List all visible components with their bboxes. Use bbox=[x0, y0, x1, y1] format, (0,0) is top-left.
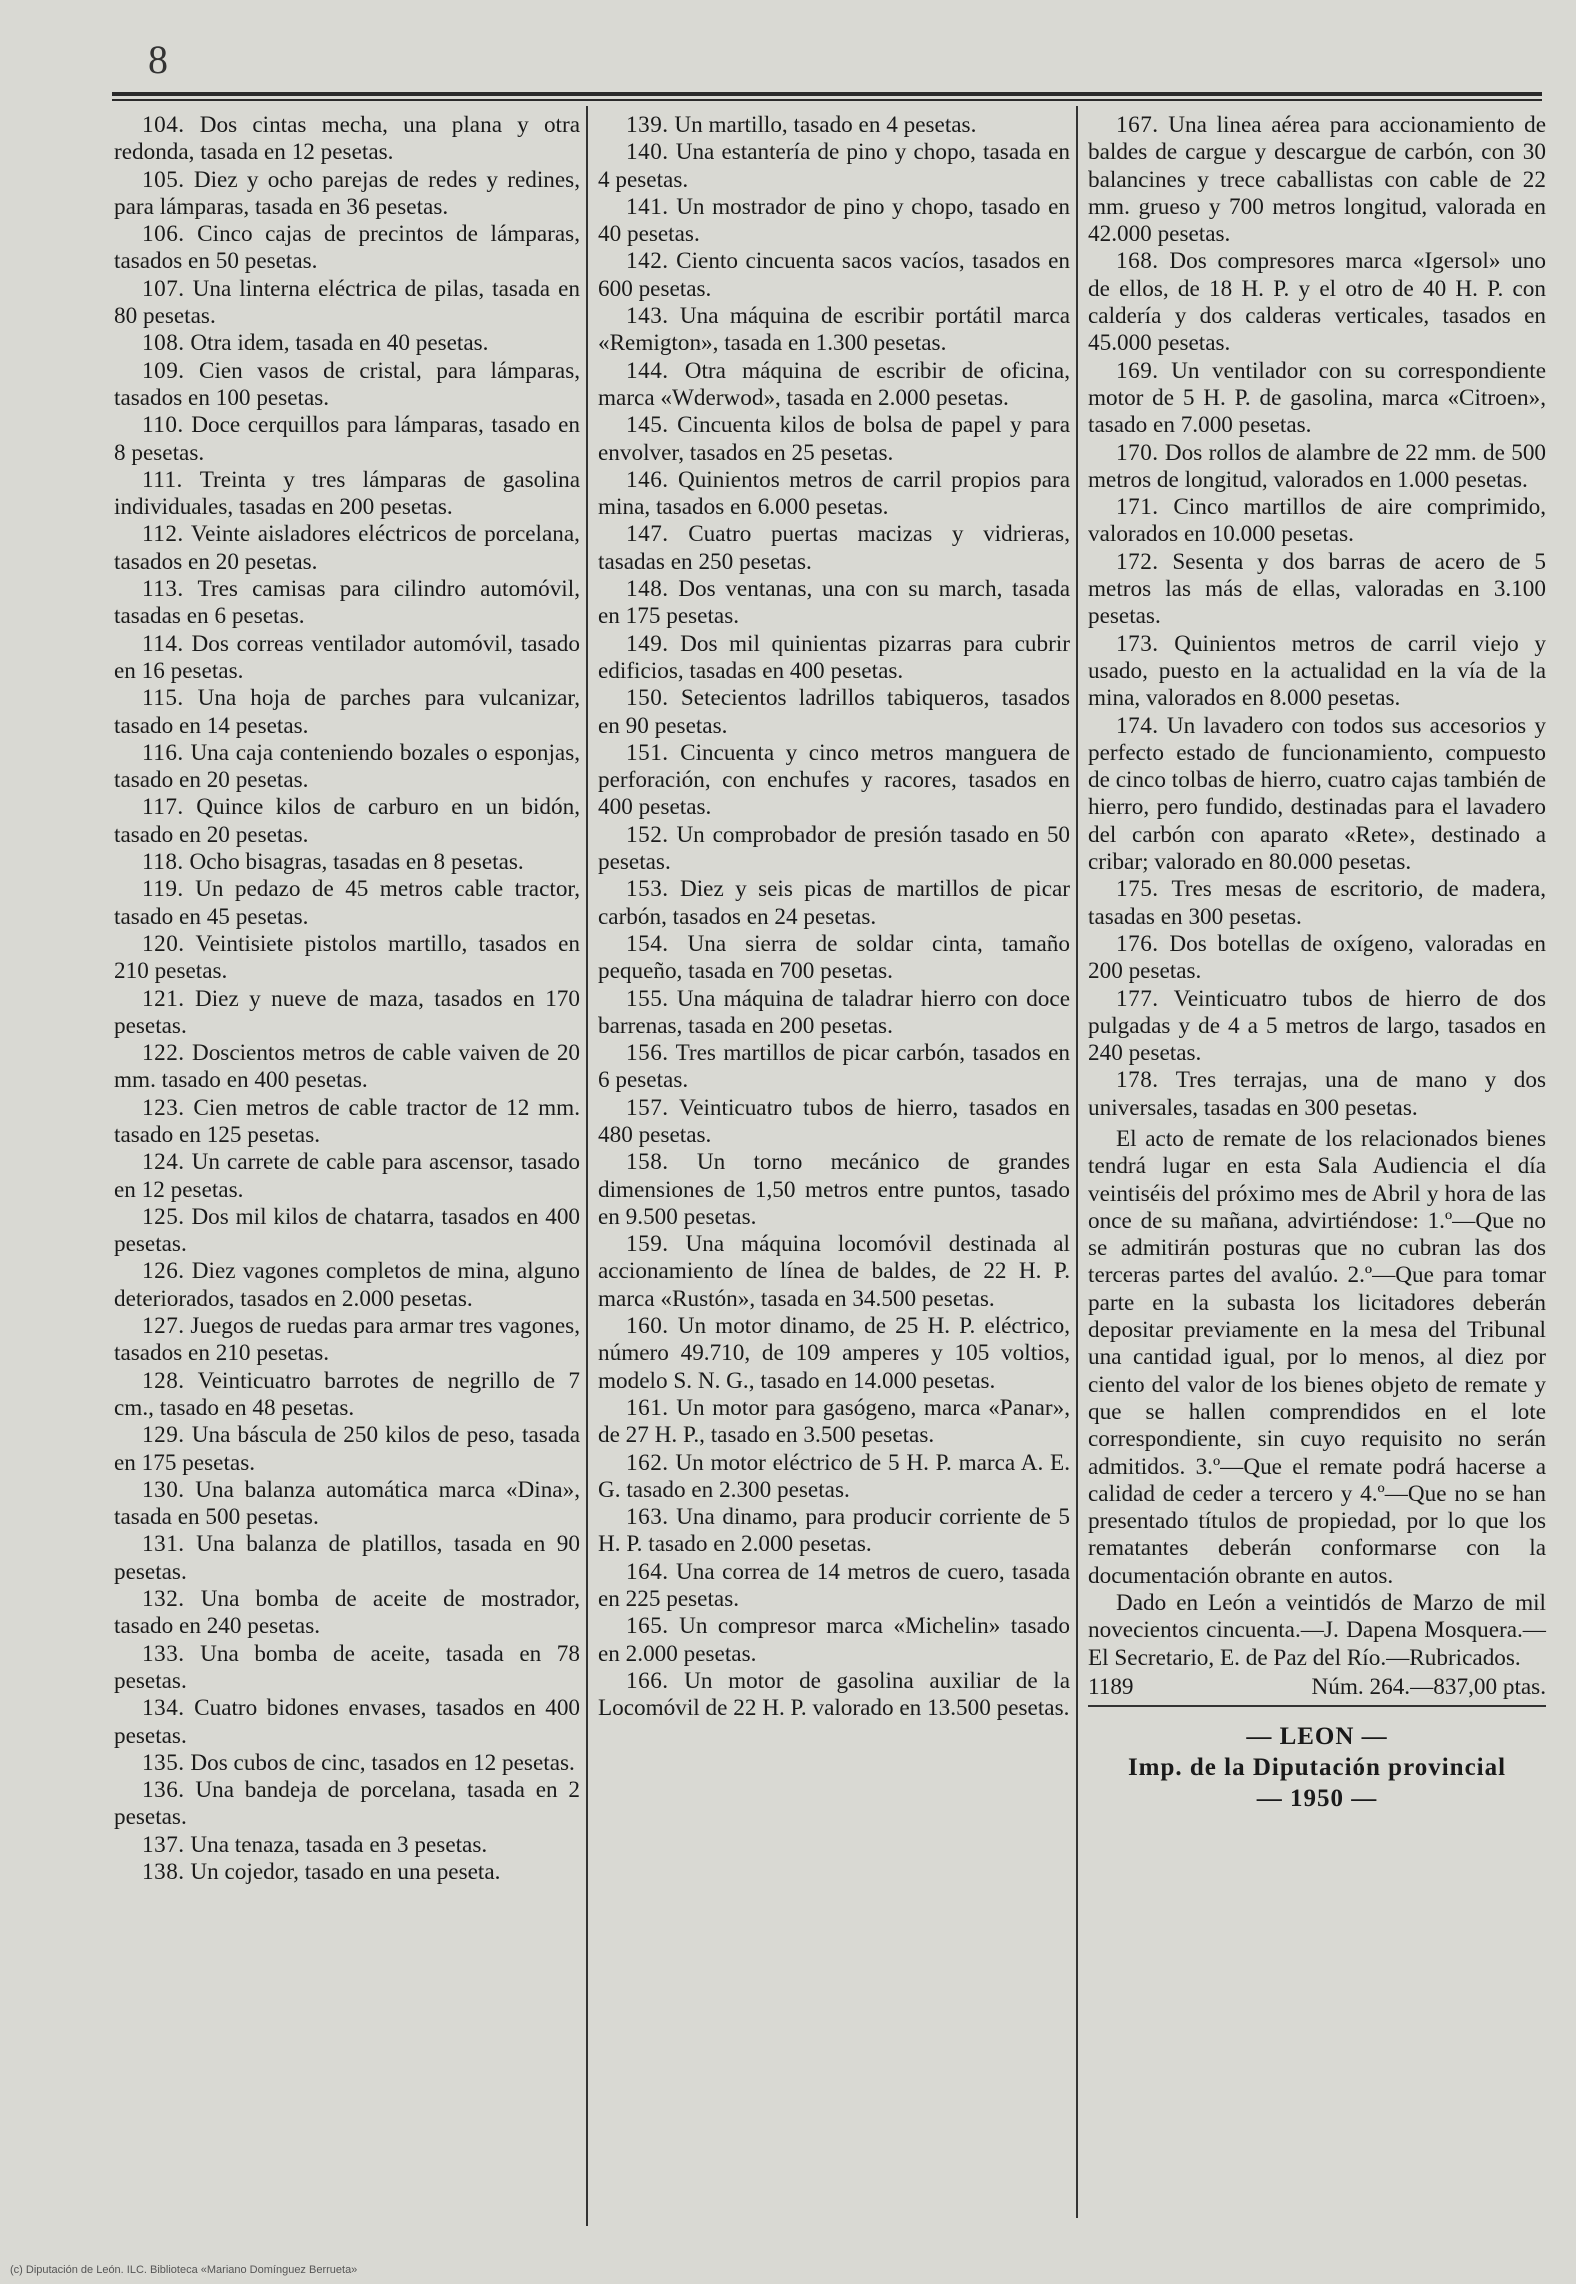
item-text: Otra máquina de escribir de oficina, marca «Wderwod», tasada en 2.000 pesetas. bbox=[598, 357, 1070, 411]
list-item bbox=[598, 248, 1070, 303]
item-number: 115. bbox=[142, 685, 184, 712]
item-number: 162. bbox=[626, 1449, 669, 1476]
list-item bbox=[114, 931, 580, 986]
item-number: 114. bbox=[142, 630, 184, 657]
list-item bbox=[598, 1559, 1070, 1614]
item-text: Una bandeja de porcelana, tasada en 2 pesetas. bbox=[114, 1777, 580, 1831]
list-item bbox=[1088, 440, 1546, 495]
item-number: 148. bbox=[626, 576, 669, 603]
item-number: 131. bbox=[142, 1531, 185, 1558]
list-item bbox=[114, 1422, 580, 1477]
item-text: Doscientos metros de cable vaiven de 20 mm. tasado en 400 pesetas. bbox=[114, 1040, 581, 1094]
list-item bbox=[598, 685, 1070, 740]
item-text: Cien vasos de cristal, para lámparas, tasados en 100 pesetas. bbox=[114, 357, 581, 411]
list-item bbox=[598, 303, 1070, 358]
item-text: Quinientos metros de carril propios para mina, tasados en 6.000 pesetas. bbox=[598, 466, 1070, 521]
item-number: 117. bbox=[142, 794, 184, 821]
item-text: Un comprobador de presión tasado en 50 pesetas. bbox=[598, 821, 1071, 876]
list-item bbox=[598, 1504, 1070, 1559]
item-text: Dos botellas de oxígeno, valoradas en 200 pesetas. bbox=[1088, 930, 1546, 985]
list-item bbox=[1088, 931, 1546, 986]
item-number: 178. bbox=[1116, 1067, 1159, 1094]
item-number: 150. bbox=[626, 685, 669, 712]
list-item bbox=[114, 221, 580, 276]
page-number: 8 bbox=[148, 37, 168, 82]
item-text: Un martillo, tasado en 4 pesetas. bbox=[674, 112, 977, 138]
item-text: Dos cubos de cinc, tasados en 12 pesetas. bbox=[190, 1749, 575, 1776]
item-number: 127. bbox=[142, 1313, 185, 1340]
item-number: 174. bbox=[1116, 712, 1159, 739]
item-number: 158. bbox=[626, 1149, 669, 1176]
item-text: Cinco cajas de precintos de lámparas, tasados en 50 pesetas. bbox=[114, 221, 581, 275]
item-number: 156. bbox=[626, 1040, 669, 1067]
item-number: 153. bbox=[626, 876, 669, 903]
list-item bbox=[114, 1641, 580, 1696]
item-text: Tres camisas para cilindro automóvil, tasadas en 6 pesetas. bbox=[114, 576, 580, 630]
item-number: 141. bbox=[626, 193, 669, 220]
item-text: Veintisiete pistolos martillo, tasados en 210 pesetas. bbox=[114, 930, 580, 985]
item-text: Cincuenta kilos de bolsa de papel y para envolver, tasados en 25 pesetas. bbox=[598, 412, 1071, 466]
item-number: 155. bbox=[626, 985, 669, 1012]
list-item bbox=[114, 1832, 580, 1859]
list-item bbox=[598, 1231, 1070, 1313]
item-number: 172. bbox=[1116, 548, 1159, 575]
imprint-printer: Imp. de la Diputación provincial bbox=[1127, 1754, 1507, 1782]
item-text: Un motor para gasógeno, marca «Panar», de 27 H. P., tasado en 3.500 pesetas. bbox=[598, 1394, 1070, 1449]
item-text: Un ventilador con su correspondiente motor de 5 H. P. de gasolina, marca «Citroen», tasado en 7.000 pesetas. bbox=[1088, 357, 1546, 439]
list-item bbox=[598, 467, 1070, 522]
list-item bbox=[598, 1450, 1070, 1505]
list-item bbox=[114, 330, 580, 357]
item-text: Cinco martillos de aire comprimido, valorados en 10.000 pesetas. bbox=[1088, 494, 1546, 548]
list-item bbox=[598, 576, 1070, 631]
item-number: 116. bbox=[142, 739, 184, 766]
item-text: Dos correas ventilador automóvil, tasado en 16 pesetas. bbox=[114, 630, 580, 684]
item-number: 113. bbox=[142, 576, 184, 603]
item-text: Una tenaza, tasada en 3 pesetas. bbox=[190, 1831, 488, 1858]
list-item bbox=[114, 167, 580, 222]
list-item bbox=[598, 740, 1070, 822]
item-number: 104. bbox=[142, 112, 185, 138]
item-number: 128. bbox=[142, 1367, 185, 1394]
item-number: 107. bbox=[142, 275, 185, 302]
item-number: 170. bbox=[1116, 439, 1159, 466]
item-number: 169. bbox=[1116, 357, 1159, 384]
item-text: Una sierra de soldar cinta, tamaño pequeño, tasada en 700 pesetas. bbox=[598, 930, 1070, 985]
item-number: 118. bbox=[142, 849, 184, 876]
item-number: 171. bbox=[1116, 494, 1159, 521]
list-item bbox=[1088, 494, 1546, 549]
item-text: Una linea aérea para accionamiento de baldes de cargue y descargue de carbón, con 30 balancines y trece caballistas con cable de 22 mm. grueso y 700 metros longitud, valorada en 42.000 pesetas. bbox=[1088, 112, 1547, 248]
list-item bbox=[114, 521, 580, 576]
list-item bbox=[598, 876, 1070, 931]
item-text: Veinticuatro tubos de hierro de dos pulgadas y de 4 a 5 metros de largo, tasados en 240 pesetas. bbox=[1088, 985, 1546, 1067]
list-item bbox=[114, 1695, 580, 1750]
item-number: 165. bbox=[626, 1613, 669, 1640]
item-text: Tres terrajas, una de mano y dos universales, tasadas en 300 pesetas. bbox=[1088, 1067, 1546, 1121]
item-text: Una máquina de taladrar hierro con doce barrenas, tasada en 200 pesetas. bbox=[598, 985, 1070, 1039]
item-text: Una linterna eléctrica de pilas, tasada en 80 pesetas. bbox=[114, 275, 580, 330]
item-number: 152. bbox=[626, 821, 669, 848]
list-item bbox=[598, 931, 1070, 986]
column-divider bbox=[586, 106, 588, 2226]
item-text: Veinticuatro barrotes de negrillo de 7 cm., tasado en 48 pesetas. bbox=[114, 1367, 580, 1421]
item-number: 164. bbox=[626, 1558, 669, 1585]
item-number: 142. bbox=[626, 248, 669, 275]
item-text: Una bomba de aceite de mostrador, tasado en 240 pesetas. bbox=[114, 1586, 581, 1640]
item-number: 140. bbox=[626, 139, 669, 166]
item-number: 123. bbox=[142, 1094, 185, 1121]
list-item bbox=[1088, 986, 1546, 1068]
item-number: 105. bbox=[142, 166, 185, 193]
list-item bbox=[598, 358, 1070, 413]
item-number: 160. bbox=[626, 1313, 669, 1340]
item-text: Una estantería de pino y chopo, tasada en 4 pesetas. bbox=[598, 139, 1071, 193]
item-text: Una balanza de platillos, tasada en 90 pesetas. bbox=[114, 1531, 580, 1585]
list-item bbox=[598, 1613, 1070, 1668]
item-number: 112. bbox=[142, 521, 184, 548]
list-item bbox=[114, 740, 580, 795]
reference-number: 1189 bbox=[1088, 1673, 1134, 1700]
list-item bbox=[114, 631, 580, 686]
item-text: Un motor eléctrico de 5 H. P. marca A. E. G. tasado en 2.300 pesetas. bbox=[598, 1449, 1070, 1503]
list-item bbox=[1088, 248, 1546, 357]
list-item bbox=[598, 1668, 1070, 1723]
item-number: 154. bbox=[626, 930, 669, 957]
item-text: Una máquina locomóvil destinada al accionamiento de línea de baldes, de 22 H. P. marca «Rustón», tasada en 34.500 pesetas. bbox=[598, 1231, 1070, 1312]
list-item bbox=[114, 467, 580, 522]
item-number: 108. bbox=[142, 330, 185, 357]
item-number: 144. bbox=[626, 357, 669, 384]
list-item bbox=[114, 1477, 580, 1532]
column-3 bbox=[1088, 112, 1546, 1814]
list-item bbox=[598, 1313, 1070, 1395]
item-text: Ocho bisagras, tasadas en 8 pesetas. bbox=[189, 849, 524, 876]
item-text: Una balanza automática marca «Dina», tasada en 500 pesetas. bbox=[114, 1476, 580, 1531]
list-item bbox=[598, 521, 1070, 576]
item-text: Un carrete de cable para ascensor, tasado en 12 pesetas. bbox=[114, 1149, 580, 1203]
item-number: 163. bbox=[626, 1504, 669, 1531]
item-text: Dos ventanas, una con su march, tasada en 175 pesetas. bbox=[598, 576, 1070, 630]
closing-paragraph: El acto de remate de los relacionados bienes tendrá lugar en esta Sala Audiencia el día veintiséis del próximo mes de Abril y hora de las once de su mañana, advirtiéndose: 1.º—Que no se admitirán posturas que no cubran las dos terceras partes del avalúo. 2.º—Que para tomar parte en la subasta los licitadores deberán depositar previamente en la mesa del Tribunal una cantidad igual, por lo menos, al diez por ciento del valor de los bienes objeto de remate y que se hallen comprendidos en el lote correspondiente, sin cuyo requisito no serán admitidos. 3.º—Que el remate podrá hacerse a calidad de ceder a tercero y 4.º—Que no se han presentado títulos de propiedad, por lo que los rematantes deberán conformarse con la documentación obrante en autos. bbox=[1088, 1125, 1546, 1589]
list-item bbox=[598, 631, 1070, 686]
item-number: 137. bbox=[142, 1831, 185, 1858]
imprint-city: — LEON — bbox=[1246, 1723, 1388, 1751]
item-number: 149. bbox=[626, 630, 669, 657]
list-item bbox=[114, 1586, 580, 1641]
item-text: Dos mil kilos de chatarra, tasados en 400 pesetas. bbox=[114, 1203, 581, 1258]
list-item bbox=[114, 1368, 580, 1423]
item-number: 166. bbox=[626, 1667, 669, 1694]
item-number: 134. bbox=[142, 1695, 185, 1722]
item-text: Diez y ocho parejas de redes y redines, para lámparas, tasada en 36 pesetas. bbox=[114, 166, 580, 220]
item-text: Diez y seis picas de martillos de picar carbón, tasados en 24 pesetas. bbox=[598, 876, 1070, 930]
item-number: 136. bbox=[142, 1777, 185, 1804]
item-text: Tres mesas de escritorio, de madera, tasadas en 300 pesetas. bbox=[1088, 876, 1546, 930]
item-text: Un compresor marca «Michelin» tasado en 2.000 pesetas. bbox=[598, 1613, 1071, 1667]
item-text: Una correa de 14 metros de cuero, tasada en 225 pesetas. bbox=[598, 1558, 1070, 1613]
item-text: Una bomba de aceite, tasada en 78 pesetas. bbox=[114, 1640, 580, 1694]
list-item bbox=[1088, 876, 1546, 931]
imprint bbox=[1088, 1721, 1546, 1814]
list-item bbox=[598, 822, 1070, 877]
item-text: Dos cintas mecha, una plana y otra redonda, tasada en 12 pesetas. bbox=[114, 112, 581, 166]
item-text: Un mostrador de pino y chopo, tasado en 40 pesetas. bbox=[598, 193, 1071, 248]
list-item bbox=[114, 1750, 580, 1777]
item-number: 159. bbox=[626, 1231, 669, 1258]
reference-row bbox=[1088, 1674, 1546, 1707]
item-number: 109. bbox=[142, 357, 185, 384]
list-item bbox=[114, 576, 580, 631]
item-text: Dos rollos de alambre de 22 mm. de 500 metros de longitud, valorados en 1.000 pesetas. bbox=[1088, 439, 1547, 493]
item-number: 145. bbox=[626, 412, 669, 439]
item-text: Un motor de gasolina auxiliar de la Locomóvil de 22 H. P. valorado en 13.500 pesetas. bbox=[598, 1667, 1071, 1722]
list-item bbox=[598, 1395, 1070, 1450]
list-item bbox=[114, 358, 580, 413]
item-text: Sesenta y dos barras de acero de 5 metros las más de ellas, valoradas en 3.100 pesetas. bbox=[1088, 548, 1546, 630]
item-text: Diez y nueve de maza, tasados en 170 pesetas. bbox=[114, 985, 580, 1039]
item-text: Una caja conteniendo bozales o esponjas, tasado en 20 pesetas. bbox=[114, 739, 581, 794]
list-item bbox=[598, 112, 1070, 139]
column-divider bbox=[1076, 106, 1078, 2218]
list-item bbox=[1088, 713, 1546, 877]
item-number: 110. bbox=[142, 412, 184, 439]
item-number: 151. bbox=[626, 739, 669, 766]
item-number: 125. bbox=[142, 1203, 185, 1230]
list-item bbox=[114, 112, 580, 167]
item-text: Un torno mecánico de grandes dimensiones de 1,50 metros entre puntos, tasado en 9.500 pesetas. bbox=[598, 1149, 1070, 1230]
item-number: 168. bbox=[1116, 248, 1159, 275]
item-number: 143. bbox=[626, 303, 669, 330]
item-number: 126. bbox=[142, 1258, 185, 1285]
signature-paragraph: Dado en León a veintidós de Marzo de mil novecientos cincuenta.—J. Dapena Mosquera.—El Secretario, E. de Paz del Río.—Rubricados. bbox=[1088, 1590, 1546, 1671]
list-item bbox=[1088, 112, 1546, 248]
item-text: Un pedazo de 45 metros cable tractor, tasado en 45 pesetas. bbox=[114, 876, 580, 930]
item-text: Doce cerquillos para lámparas, tasado en 8 pesetas. bbox=[114, 412, 581, 466]
item-number: 176. bbox=[1116, 930, 1159, 957]
item-number: 120. bbox=[142, 930, 185, 957]
list-item bbox=[114, 1258, 580, 1313]
list-item bbox=[598, 1095, 1070, 1150]
item-number: 106. bbox=[142, 221, 185, 248]
list-item bbox=[114, 1777, 580, 1832]
list-item bbox=[598, 412, 1070, 467]
reference-amount: Núm. 264.—837,00 ptas. bbox=[1311, 1673, 1546, 1700]
item-text: Veinte aisladores eléctricos de porcelana, tasados en 20 pesetas. bbox=[114, 521, 580, 575]
item-text: Una báscula de 250 kilos de peso, tasada en 175 pesetas. bbox=[114, 1422, 580, 1476]
list-item bbox=[114, 986, 580, 1041]
item-text: Diez vagones completos de mina, alguno deteriorados, tasados en 2.000 pesetas. bbox=[114, 1258, 581, 1312]
item-text: Juegos de ruedas para armar tres vagones, tasados en 210 pesetas. bbox=[114, 1313, 580, 1367]
item-number: 130. bbox=[142, 1476, 185, 1503]
column-3-items bbox=[1088, 112, 1546, 1122]
list-item bbox=[598, 194, 1070, 249]
list-item bbox=[1088, 1067, 1546, 1122]
item-text: Otra idem, tasada en 40 pesetas. bbox=[190, 330, 489, 357]
item-text: Un cojedor, tasado en una peseta. bbox=[190, 1859, 501, 1885]
list-item bbox=[114, 276, 580, 331]
list-item bbox=[598, 986, 1070, 1041]
item-number: 132. bbox=[142, 1586, 185, 1613]
column-1 bbox=[114, 112, 580, 1886]
item-number: 119. bbox=[142, 876, 184, 903]
list-item bbox=[598, 1149, 1070, 1231]
item-text: Tres martillos de picar carbón, tasados en 6 pesetas. bbox=[598, 1040, 1070, 1094]
item-number: 138. bbox=[142, 1859, 185, 1885]
item-text: Cuatro bidones envases, tasados en 400 pesetas. bbox=[114, 1695, 581, 1749]
item-text: Treinta y tres lámparas de gasolina individuales, tasadas en 200 pesetas. bbox=[114, 466, 580, 521]
item-text: Dos mil quinientas pizarras para cubrir edificios, tasadas en 400 pesetas. bbox=[598, 630, 1070, 684]
list-item bbox=[114, 1204, 580, 1259]
item-text: Cien metros de cable tractor de 12 mm. tasado en 125 pesetas. bbox=[114, 1094, 581, 1148]
item-text: Una dinamo, para producir corriente de 5 H. P. tasado en 2.000 pesetas. bbox=[598, 1504, 1070, 1558]
item-text: Setecientos ladrillos tabiqueros, tasados en 90 pesetas. bbox=[598, 685, 1070, 739]
list-item bbox=[114, 876, 580, 931]
list-item bbox=[114, 1095, 580, 1150]
list-item bbox=[598, 1040, 1070, 1095]
list-item bbox=[114, 1040, 580, 1095]
list-item bbox=[114, 685, 580, 740]
list-item bbox=[114, 1859, 580, 1886]
item-text: Un motor dinamo, de 25 H. P. eléctrico, número 49.710, de 109 amperes y 105 voltios, modelo S. N. G., tasado en 14.000 pesetas. bbox=[598, 1313, 1070, 1394]
item-number: 157. bbox=[626, 1094, 669, 1121]
list-item bbox=[114, 849, 580, 876]
list-item bbox=[114, 412, 580, 467]
imprint-year: — 1950 — bbox=[1256, 1785, 1378, 1813]
item-number: 133. bbox=[142, 1640, 185, 1667]
list-item bbox=[1088, 631, 1546, 713]
list-item bbox=[598, 139, 1070, 194]
item-number: 111. bbox=[142, 466, 183, 493]
item-number: 167. bbox=[1116, 112, 1159, 138]
list-item bbox=[114, 1313, 580, 1368]
item-text: Quinientos metros de carril viejo y usado, puesto en la actualidad en la vía de la mina, valorados en 8.000 pesetas. bbox=[1088, 630, 1546, 712]
column-2 bbox=[598, 112, 1070, 1723]
list-item bbox=[114, 1531, 580, 1586]
item-number: 139. bbox=[626, 112, 669, 138]
item-number: 121. bbox=[142, 985, 185, 1012]
item-number: 177. bbox=[1116, 985, 1159, 1012]
item-number: 173. bbox=[1116, 630, 1159, 657]
header-rule bbox=[112, 92, 1542, 101]
item-number: 175. bbox=[1116, 876, 1159, 903]
list-item bbox=[1088, 358, 1546, 440]
item-text: Ciento cincuenta sacos vacíos, tasados en 600 pesetas. bbox=[598, 248, 1070, 302]
list-item bbox=[1088, 549, 1546, 631]
item-number: 129. bbox=[142, 1422, 185, 1449]
item-number: 135. bbox=[142, 1749, 185, 1776]
item-number: 124. bbox=[142, 1149, 185, 1176]
item-number: 147. bbox=[626, 521, 669, 548]
item-text: Quince kilos de carburo en un bidón, tasado en 20 pesetas. bbox=[114, 794, 581, 848]
closing-notice bbox=[1088, 1126, 1546, 1814]
item-number: 146. bbox=[626, 466, 669, 493]
footer-credit: (c) Diputación de León. ILC. Biblioteca «Mariano Domínguez Berrueta» bbox=[10, 2264, 358, 2276]
item-text: Dos compresores marca «Igersol» uno de ellos, de 18 H. P. y el otro de 40 H. P. con caldería y dos calderas verticales, tasados en 45.000 pesetas. bbox=[1088, 248, 1546, 357]
item-text: Un lavadero con todos sus accesorios y perfecto estado de funcionamiento, compuesto de cinco tolbas de hierro, cuatro cajas también de hierro, pero fundido, destinadas para el lavadero del carbón con aparato «Rete», destinado a cribar; valorado en 80.000 pesetas. bbox=[1088, 712, 1547, 876]
list-item bbox=[114, 1149, 580, 1204]
item-number: 122. bbox=[142, 1040, 185, 1067]
item-text: Cincuenta y cinco metros manguera de perforación, con enchufes y racores, tasados en 400 pesetas. bbox=[598, 739, 1070, 821]
item-text: Una máquina de escribir portátil marca «Remigton», tasada en 1.300 pesetas. bbox=[598, 303, 1070, 357]
item-text: Veinticuatro tubos de hierro, tasados en 480 pesetas. bbox=[598, 1094, 1070, 1148]
list-item bbox=[114, 794, 580, 849]
item-text: Una hoja de parches para vulcanizar, tasado en 14 pesetas. bbox=[114, 685, 580, 739]
item-number: 161. bbox=[626, 1394, 669, 1421]
item-text: Cuatro puertas macizas y vidrieras, tasadas en 250 pesetas. bbox=[598, 521, 1071, 575]
